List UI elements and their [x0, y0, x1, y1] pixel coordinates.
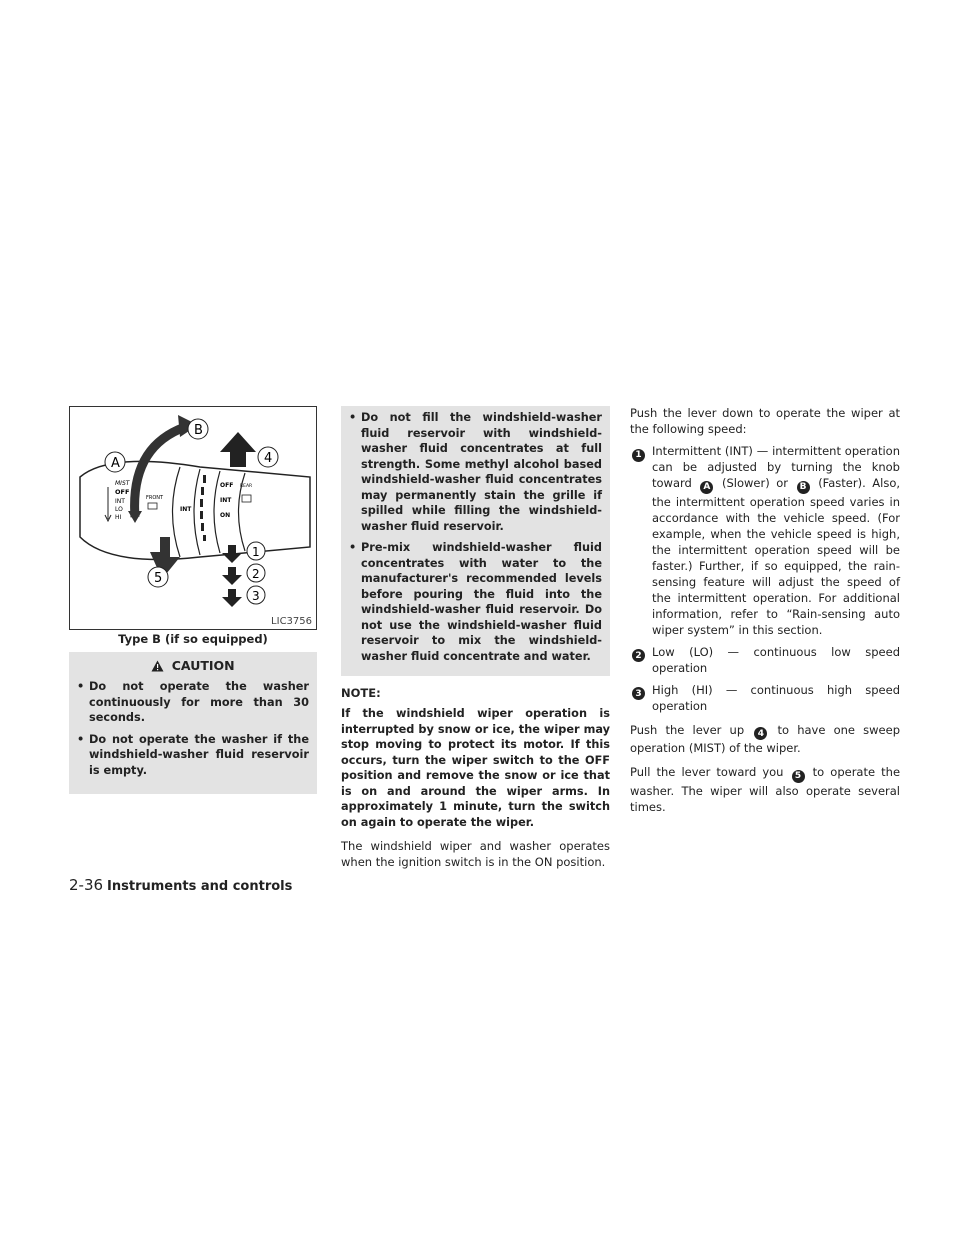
- marker-3-icon: 3: [632, 687, 645, 700]
- speed-item-3: [630, 682, 900, 714]
- knob-label-int: INT: [115, 498, 125, 505]
- arrow-4-up: [220, 432, 256, 467]
- marker-1-icon: 1: [632, 449, 645, 462]
- arrow-2-down: [222, 567, 242, 585]
- column-left: [69, 406, 317, 794]
- int-ring-label: INT: [180, 506, 192, 513]
- marker-b-icon: B: [797, 481, 810, 494]
- caution-item-text: Pre-mix windshield-washer fluid concentrates with water to the manufacturer's recommended levels before pouring the fluid into the windshield-washer fluid reservoir. Do not use the windshield-washer fluid reservoir to mix the windshield-washer fluid concentrate and water.: [361, 541, 602, 663]
- callout-1: 1: [252, 545, 260, 559]
- pull-text-a: Pull the lever toward you: [630, 765, 784, 779]
- caution-continued-box: [341, 406, 610, 676]
- item3-text: High (HI) — continuous high speed operation: [652, 682, 900, 713]
- marker-5-icon: 5: [792, 770, 805, 783]
- figure-caption: Type B (if so equipped): [118, 632, 268, 646]
- wiper-lever-figure: [69, 406, 317, 630]
- arrow-3-down: [222, 589, 242, 607]
- push-up-paragraph: [630, 722, 900, 757]
- page-number: 2-36: [69, 876, 104, 894]
- ignition-paragraph: The windshield wiper and washer operates when the ignition switch is in the ON position.: [341, 839, 610, 869]
- knob-label-off: OFF: [115, 488, 130, 496]
- intro-paragraph: Push the lever down to operate the wiper at the following speed:: [630, 406, 900, 436]
- callout-2: 2: [252, 567, 260, 581]
- callout-3: 3: [252, 589, 260, 603]
- push-up-text-b: to have one sweep operation (MIST) of the wiper.: [630, 722, 901, 755]
- rear-label-off: OFF: [220, 482, 234, 489]
- pull-text-b: to operate the washer. The wiper will also operate several times.: [630, 765, 901, 814]
- caution-item: • Pre-mix windshield-washer fluid concentrates with water to the manufacturer's recommended levels before pouring the fluid into the windshield-washer fluid reservoir. Do not use the windshield-washer fluid reservoir to mix the windshield-washer fluid concentrate and water.: [349, 541, 602, 663]
- figure-code: LIC3756: [271, 616, 312, 627]
- marker-2-icon: 2: [632, 649, 645, 662]
- callout-b: B: [194, 423, 203, 438]
- item1-faster: (Faster). Also, the intermittent operation speed varies in accordance with the vehicle speed. (For example, when the vehicle speed is high, the intermittent operation speed will be faster.) Further, if so equipped, the rain-sensing feature will adjust the speed of the intermittent operation. For additional information, refer to “Rain-sensing auto wiper system” in this section.: [652, 476, 901, 637]
- push-up-text-a: Push the lever up: [630, 722, 745, 737]
- knob-label-mist: MIST: [115, 480, 130, 487]
- note-body: If the windshield wiper operation is interrupted by snow or ice, the wiper may stop moving to protect its motor. If this occurs, turn the wiper switch to the OFF position and remove the snow or ice that is on and around the wiper arms. In approximately 1 minute, turn the switch on again to operate the wiper.: [341, 707, 610, 829]
- caution-box: [69, 652, 317, 794]
- item2-text: Low (LO) — continuous low speed operation: [652, 644, 900, 675]
- pull-paragraph: [630, 764, 900, 815]
- rear-label-on: ON: [220, 512, 231, 519]
- wiper-lever-illustration: [70, 407, 316, 629]
- caution-item: • Do not operate the washer if the windshield-washer fluid reservoir is empty.: [77, 732, 309, 777]
- callout-4: 4: [264, 451, 273, 466]
- page-footer: [69, 876, 292, 894]
- item1-slower: (Slower) or: [721, 476, 789, 490]
- front-label: FRONT: [146, 495, 164, 501]
- rear-label-rear: REAR: [240, 484, 253, 489]
- column-right: [630, 405, 900, 815]
- knob-label-hi: HI: [115, 514, 122, 521]
- item1-text-a: Intermittent (INT) — intermittent operation can be adjusted by turning the knob toward: [652, 444, 900, 490]
- caution-item: • Do not fill the windshield-washer fluid reservoir with windshield-washer fluid concentrates at full strength. Some methyl alcohol based windshield-washer fluid concentrates may permanently stain the grille if spilled while filling the windshield-washer fluid reservoir.: [349, 411, 602, 533]
- caution-title: CAUTION: [171, 658, 235, 673]
- caution-item-text: Do not operate the washer if the windshield-washer fluid reservoir is empty.: [89, 732, 309, 777]
- callout-a: A: [111, 456, 120, 471]
- caution-item-text: Do not fill the windshield-washer fluid reservoir with windshield-washer fluid concentrates at full strength. Some methyl alcohol based windshield-washer fluid concentrates may permanently stain the grille if spilled while filling the windshield-washer fluid reservoir.: [361, 411, 602, 533]
- speed-item-2: [630, 644, 900, 676]
- column-middle: [341, 406, 610, 870]
- knob-label-lo: LO: [115, 506, 123, 513]
- caution-item-text: Do not operate the washer continuously for more than 30 seconds.: [89, 680, 309, 724]
- section-title: Instruments and controls: [107, 879, 293, 894]
- rear-label-int: INT: [220, 497, 232, 504]
- marker-a-icon: A: [700, 481, 713, 494]
- callout-5: 5: [154, 571, 163, 586]
- note-title: NOTE:: [341, 686, 381, 700]
- marker-4-icon: 4: [754, 727, 767, 740]
- speed-item-1: [630, 443, 900, 638]
- warning-triangle-icon: [151, 660, 164, 672]
- caution-header: [77, 658, 309, 673]
- caution-item: • Do not operate the washer continuously for more than 30 seconds.: [77, 680, 309, 724]
